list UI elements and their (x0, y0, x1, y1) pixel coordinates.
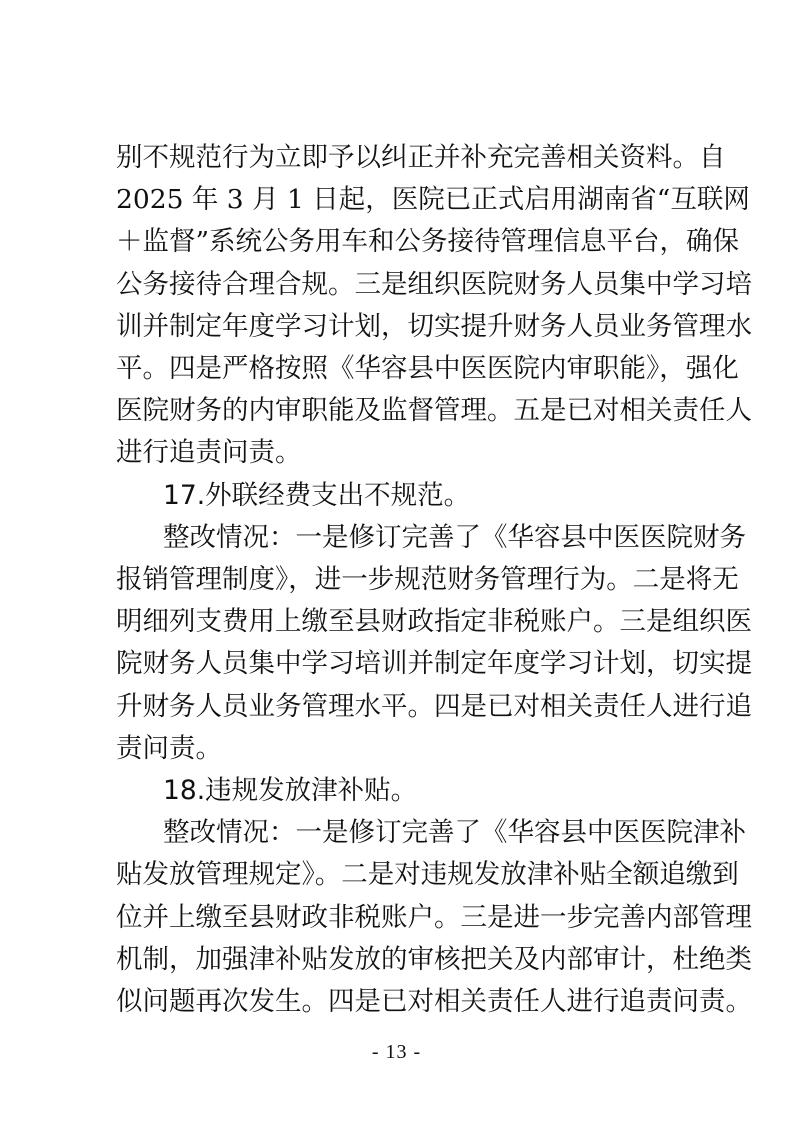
item-17-heading: 17.外联经费支出不规范。 (163, 480, 471, 511)
continuation-line-3: ＋监督”系统公务用车和公务接待管理信息平台，确保 (116, 226, 740, 257)
page-number: - 13 - (371, 1041, 422, 1063)
item-18-line-2: 贴发放管理规定》。二是对违规发放津补贴全额追缴到 (116, 859, 739, 890)
item-18-heading: 18.违规发放津补贴。 (163, 775, 418, 806)
continuation-line-1: 别不规范行为立即予以纠正并补充完善相关资料。自 (116, 142, 726, 173)
item-17-line-3: 明细列支费用上缴至县财政指定非税账户。三是组织医 (116, 606, 752, 637)
item-17-line-2: 报销管理制度》，进一步规范财务管理行为。二是将无 (116, 564, 739, 595)
continuation-line-7: 医院财务的内审职能及监督管理。五是已对相关责任人 (116, 395, 752, 426)
item-17-line-6: 责问责。 (116, 733, 222, 764)
item-17-line-4: 院财务人员集中学习培训并制定年度学习计划，切实提 (116, 648, 752, 679)
item-18-line-1: 整改情况：一是修订完善了《华容县中医医院津补 (163, 817, 746, 848)
item-17-line-1: 整改情况：一是修订完善了《华容县中医医院财务 (163, 522, 746, 553)
item-18-line-3: 位并上缴至县财政非税账户。三是进一步完善内部管理 (116, 902, 752, 933)
continuation-line-2: 2025 年 3 月 1 日起，医院已正式启用湖南省“互联网 (116, 184, 750, 215)
continuation-line-5: 训并制定年度学习计划，切实提升财务人员业务管理水 (116, 311, 752, 342)
item-17-line-5: 升财务人员业务管理水平。四是已对相关责任人进行追 (116, 691, 752, 722)
continuation-line-4: 公务接待合理合规。三是组织医院财务人员集中学习培 (116, 269, 752, 300)
continuation-line-6: 平。四是严格按照《华容县中医医院内审职能》，强化 (116, 353, 739, 384)
item-18-line-4: 机制，加强津补贴发放的审核把关及内部审计，杜绝类 (116, 944, 752, 975)
item-18-line-5: 似问题再次发生。四是已对相关责任人进行追责问责。 (116, 986, 752, 1017)
continuation-line-8: 进行追责问责。 (116, 437, 302, 468)
